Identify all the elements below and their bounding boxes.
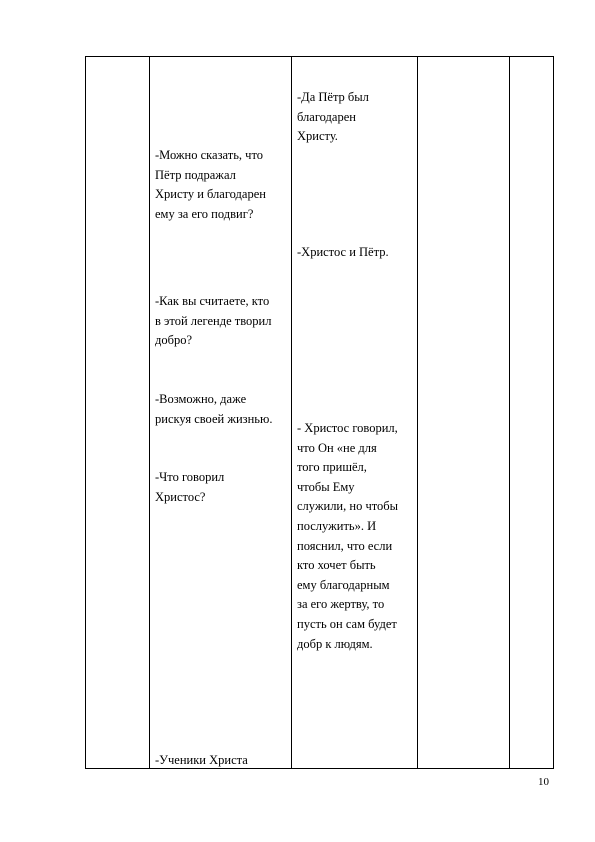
column-divider-1: [149, 56, 150, 769]
teacher-question-what-christ-said: -Что говорил Христос?: [155, 470, 225, 504]
student-answer-christ-and-peter: -Христос и Пётр.: [297, 245, 389, 259]
table-top-border: [85, 56, 554, 57]
student-answer-peter-grateful: -Да Пётр был благодарен Христу.: [297, 90, 369, 144]
page-number: 10: [538, 776, 549, 788]
teacher-question-who-did-good: -Как вы считаете, кто в этой легенде творил добро?: [155, 294, 272, 348]
table-right-border: [553, 56, 554, 769]
teacher-remark-disciples: -Ученики Христа: [155, 753, 248, 767]
table-left-border: [85, 56, 86, 769]
column-divider-3: [417, 56, 418, 769]
column-divider-2: [291, 56, 292, 769]
column-divider-4: [509, 56, 510, 769]
student-answer-christ-said: - Христос говорил, что Он «не для того пришёл, чтобы Ему служили, но чтобы послужить». И пояснил, что если кто хочет быть ему благодарным за его жертву, то пусть он сам будет добр к людям.: [297, 421, 399, 651]
teacher-remark-risking-life: -Возможно, даже рискуя своей жизнью.: [155, 392, 273, 426]
teacher-question-peter-gratitude: -Можно сказать, что Пётр подражал Христу и благодарен ему за его подвиг?: [155, 148, 266, 221]
